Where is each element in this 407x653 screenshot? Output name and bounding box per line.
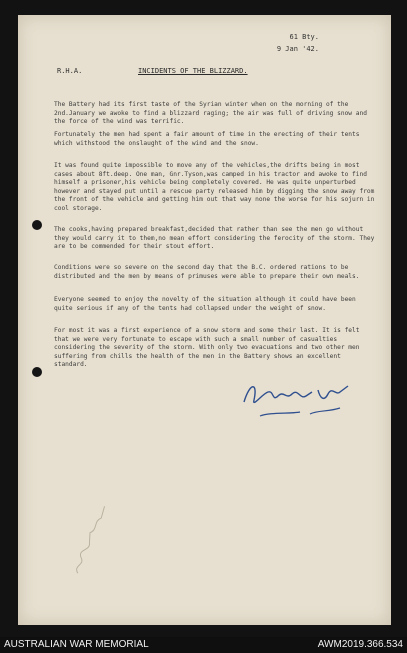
- margin-annotation: [66, 497, 118, 578]
- paragraph-2: Fortunately the men had spent a fair amount of time in the erecting of their tents which withstood the onslaught of the wind and the snow.: [54, 131, 360, 147]
- document-title: INCIDENTS OF THE BLIZZARD.: [138, 67, 248, 75]
- paragraph-5: Conditions were so severe on the second day that the B.C. ordered rations to be distributed and the men by means of primuses were able to prepare their own meals.: [54, 264, 360, 280]
- unit-label: 61 Bty.: [289, 33, 319, 41]
- archive-footer: [0, 637, 407, 653]
- unit-ref: R.H.A.: [57, 67, 83, 75]
- paragraph-3: It was found quite impossible to move any of the vehicles,the drifts being in most cases about 8ft.deep. One man, Gnr.Tyson,was camped in his tractor and awoke to find himself a prisoner,his vehicle being completely covered. He was quite unperturbed however and stayed put until a rescue party released him by digging the snow away from the front of the vehicle and getting him out that way none the worse for his sojurn in cool storage.: [54, 162, 375, 212]
- punch-hole: [32, 367, 42, 377]
- paragraph-4: The cooks,having prepared breakfast,decided that rather than see the men go without they would carry it to them,no mean effort considering the ferocity of the storm. They are to be commended for their stout effort.: [54, 226, 375, 250]
- punch-hole: [32, 220, 42, 230]
- document-page: [18, 15, 391, 625]
- paragraph-1: The Battery had its first taste of the Syrian winter when on the morning of the 2nd.January we awoke to find a blizzard raging; the air was full of driving snow and the force of the wind was terrific.: [54, 101, 367, 125]
- catalogue-id: AWM2019.366.534: [317, 639, 403, 650]
- institution-name: AUSTRALIAN WAR MEMORIAL: [4, 639, 149, 650]
- handwritten-signature: [240, 372, 360, 422]
- document-date: 9 Jan '42.: [276, 45, 319, 53]
- paragraph-6: Everyone seemed to enjoy the novelty of the situation although it could have been quite serious if any of the tents had collapsed under the weight of snow.: [54, 296, 356, 312]
- paragraph-7: For most it was a first experience of a snow storm and some their last. It is felt that we were very fortunate to escape with such a small number of casualties considering the severity of the storm. With only two evacuations and two other men suffering from chills the health of the men in the Battery shows an excellent standard.: [54, 327, 360, 368]
